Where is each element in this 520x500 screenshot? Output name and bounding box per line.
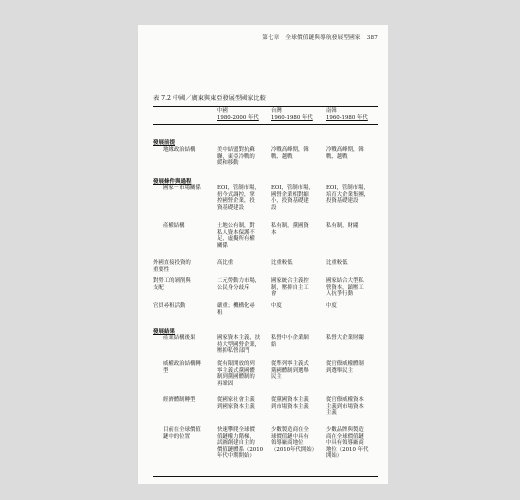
- row-label: 產業結構後果: [163, 335, 196, 341]
- table-cell: 比重較低: [326, 260, 348, 266]
- row-label: 對勞工的剝削與 支配: [153, 278, 191, 291]
- table-cell: 少數製造商在全 球價值鏈中具有 領導廠商地位 （2010年代開始）: [271, 427, 318, 453]
- table-cell: 從官僚威權體制 到選舉民主: [326, 361, 364, 374]
- column-header-korea: 南韓 1960-1980 年代: [326, 108, 368, 121]
- table-cell: 私營大企業財閥: [326, 335, 364, 341]
- table-top-rule: [153, 106, 378, 107]
- table-caption: 表 7.2 中國／廣東與東亞發展型國家比較: [153, 95, 266, 102]
- table-cell: 中度: [326, 303, 337, 309]
- row-label: 地緣政治結構: [163, 147, 196, 153]
- table-cell: EOI，管制市場， 扭今式調控，掌 控國營企業，投 資基礎建設: [217, 185, 260, 211]
- table-header-rule: [153, 124, 378, 125]
- table-cell: 高比重: [217, 260, 234, 266]
- section-title: 發展結果: [153, 329, 176, 335]
- table-cell: 中度: [271, 303, 282, 309]
- section-title: 發展前提: [153, 140, 176, 146]
- table-cell: EOI，管制市場， 國營企業相對縮 小，投資基礎建 設: [271, 185, 314, 211]
- table-cell: 快速攀爬全球價 值鏈權力階梯， 試圖創建自主的 價值鏈體系（2010 年代中期開始）: [217, 427, 264, 460]
- row-label: 產權結構: [163, 223, 185, 229]
- table-cell: 國家結合大型私 營資本，鎮壓工 人抗爭行動: [326, 278, 364, 298]
- running-head: [262, 33, 378, 41]
- book-page: [138, 25, 388, 484]
- table-cell: 二元勞動力市場， 公民身分歧斥: [217, 278, 261, 291]
- table-cell: 比重較低: [271, 260, 293, 266]
- table-cell: 國家統合主義控 制，壓抑自主工 會: [271, 278, 309, 298]
- row-label: 威權政治結構轉 型: [163, 361, 201, 374]
- row-label: 目前在全球價值 鏈中的位置: [163, 427, 201, 440]
- section-title: 發展條件與過程: [153, 179, 192, 185]
- table-cell: 美中結盟對抗蘇 聯，東亞冷戰的 緩和移動: [217, 147, 255, 167]
- table-cell: 從黨國資本主義 到市場資本主義: [271, 397, 309, 410]
- table-cell: 從國家社會主義 到國家資本主義: [217, 397, 255, 410]
- table-cell: 冷戰高峰期，韓 戰、越戰: [271, 147, 309, 160]
- table-cell: 國家資本主義，扶 持大型國營企業， 壓抑私營部門: [217, 335, 261, 355]
- page-number: 387: [366, 35, 378, 41]
- table-cell: 私營中小企業網 絡: [271, 335, 309, 348]
- table-cell: 土地公有制，對 私人資本保護不 足，虛擬所有權 關係: [217, 223, 255, 249]
- table-cell: EOI，管制市場， 培育大企業集團， 投資基礎建設: [326, 185, 370, 205]
- table-cell: 冷戰高峰期，韓 戰、越戰: [326, 147, 364, 160]
- table-cell: 從準列寧主義式 黨國體制到選舉 民主: [271, 361, 309, 381]
- table-bottom-rule: [153, 476, 378, 477]
- column-header-china: 中國 1980-2000 年代: [217, 108, 259, 121]
- column-header-taiwan: 台灣 1960-1980 年代: [271, 108, 313, 121]
- table-cell: 從有限開放的列 寧主義式黨國體 制到黨國體制的 再鞏固: [217, 361, 255, 387]
- chapter-title: 第七章 全球價值鏈與導航發展型國家: [262, 35, 361, 41]
- table-cell: 私有制，財閥: [326, 223, 359, 229]
- table-cell: 從官僚威權資本 主義到市場資本 主義: [326, 397, 364, 417]
- table-cell: 私有制，黨國資 本: [271, 223, 309, 236]
- row-label: 官員尋租活動: [153, 303, 186, 309]
- table-cell: 嚴重；機構化尋 租: [217, 303, 255, 316]
- row-label: 國家－市場關係: [163, 185, 201, 191]
- row-label: 外國直接投資的 重要性: [153, 260, 191, 273]
- row-label: 經濟體制轉型: [163, 397, 196, 403]
- table-cell: 少數品牌與製造 商在全球價值鏈 中具有領導廠商 地位（2010 年代 開始）: [326, 427, 369, 460]
